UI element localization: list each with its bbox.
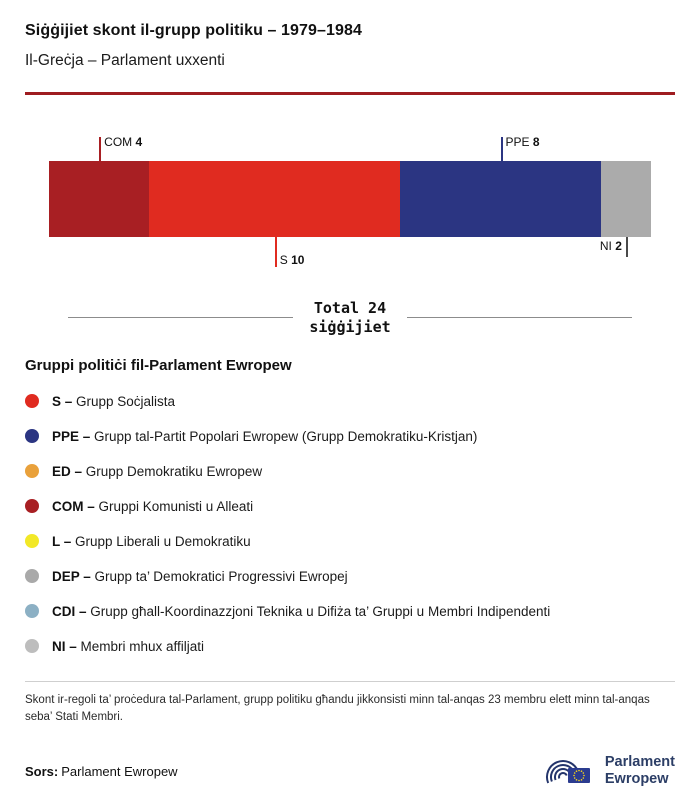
legend-dot bbox=[25, 569, 39, 583]
bar-label-tick bbox=[99, 137, 101, 161]
legend-item-ni bbox=[25, 639, 675, 654]
ep-logo-text bbox=[605, 754, 675, 789]
page-subtitle: Il-Greċja – Parlament uxxenti bbox=[25, 52, 225, 69]
bar-segment-ppe bbox=[400, 161, 601, 237]
legend-dot bbox=[25, 394, 39, 408]
total-label bbox=[309, 299, 390, 337]
legend-item-dep bbox=[25, 569, 675, 584]
divider-line-left bbox=[68, 317, 293, 318]
legend-label: ED – Grupp Demokratiku Ewropew bbox=[52, 463, 263, 479]
page-title: Siġġijiet skont il-grupp politiku – 1979–1984 bbox=[25, 22, 363, 39]
bar-label-text: COM 4 bbox=[104, 135, 143, 149]
legend-item-ppe bbox=[25, 429, 675, 444]
legend-dot bbox=[25, 639, 39, 653]
legend-item-l bbox=[25, 534, 675, 549]
bar-label-tick bbox=[626, 237, 628, 257]
bar-segment-s bbox=[149, 161, 400, 237]
legend-label: COM – Gruppi Komunisti u Alleati bbox=[52, 498, 254, 514]
legend-item-s bbox=[25, 394, 675, 409]
bar-label-text: NI 2 bbox=[599, 239, 622, 253]
legend-dot bbox=[25, 604, 39, 618]
ep-logo-line2: Ewropew bbox=[604, 771, 669, 787]
legend-label: CDI – Grupp għall-Koordinazzjoni Teknika u Difiża ta’ Gruppi u Membri Indipendenti bbox=[52, 603, 551, 619]
legend-dot bbox=[25, 534, 39, 548]
bar-segment-ni bbox=[601, 161, 651, 237]
stacked-bar bbox=[49, 161, 651, 237]
bar-label-text: S 10 bbox=[279, 253, 305, 267]
ep-logo-line1: Parlament bbox=[604, 753, 675, 770]
legend-item-com bbox=[25, 499, 675, 514]
legend-item-cdi bbox=[25, 604, 675, 619]
divider-line-right bbox=[407, 317, 632, 318]
total-unit: siġġijiet bbox=[309, 317, 391, 336]
source-line bbox=[25, 764, 178, 779]
legend-heading: Gruppi politiċi fil-Parlament Ewropew bbox=[25, 356, 292, 374]
legend-label: DEP – Grupp ta’ Demokratici Progressivi Ewropej bbox=[52, 568, 348, 584]
source-label: Sors: bbox=[25, 763, 59, 779]
bar-label-tick bbox=[501, 137, 503, 161]
legend-label: S – Grupp Soċjalista bbox=[52, 393, 176, 409]
legend-label: L – Grupp Liberali u Demokratiku bbox=[52, 533, 251, 549]
source-value: Parlament Ewropew bbox=[61, 763, 178, 779]
legend-label: NI – Membri mhux affiljati bbox=[52, 638, 205, 654]
legend-item-ed bbox=[25, 464, 675, 479]
total-count: Total 24 bbox=[313, 299, 387, 317]
accent-rule bbox=[25, 92, 675, 95]
legend-dot bbox=[25, 429, 39, 443]
legend bbox=[25, 394, 675, 654]
legend-label: PPE – Grupp tal-Partit Popolari Ewropew (Grupp Demokratiku-Kristjan) bbox=[52, 428, 478, 444]
total-divider bbox=[68, 299, 632, 337]
bar-label-text: PPE 8 bbox=[505, 135, 540, 149]
legend-dot bbox=[25, 499, 39, 513]
legend-dot bbox=[25, 464, 39, 478]
bar-segment-com bbox=[49, 161, 149, 237]
footnote-divider bbox=[25, 681, 675, 682]
footnote: Skont ir-regoli ta’ proċedura tal-Parlament, grupp politiku għandu jikkonsisti minn tal-anqas 23 membru elett minn tal-anqas seba’ Stati Membri. bbox=[25, 693, 650, 723]
bar-label-tick bbox=[275, 237, 277, 267]
seats-chart bbox=[49, 135, 651, 267]
